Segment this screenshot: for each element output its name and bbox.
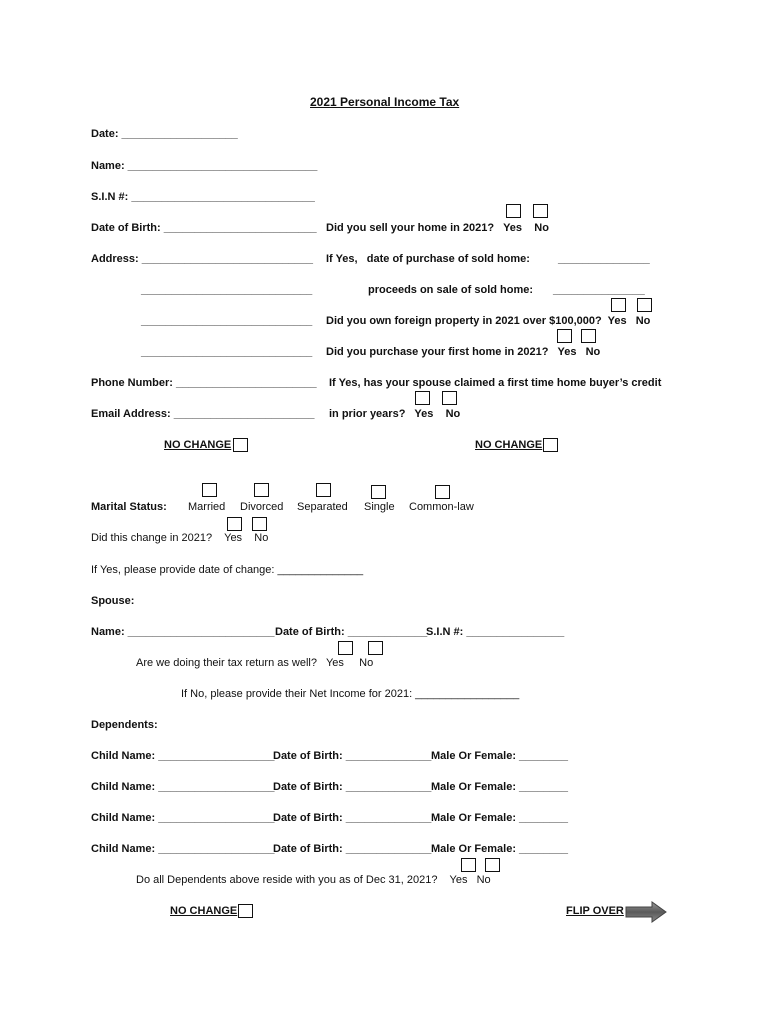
sin-field[interactable]: S.I.N #: ______________________________	[91, 191, 315, 203]
reside-yes-checkbox[interactable]	[461, 858, 476, 872]
address-field[interactable]: Address: ____________________________	[91, 253, 314, 265]
common-law-label: Common-law	[409, 501, 474, 513]
marital-change-yes-checkbox[interactable]	[227, 517, 242, 531]
reside-question: Do all Dependents above reside with you as of Dec 31, 2021? Yes No	[136, 874, 491, 886]
first-home-no-checkbox[interactable]	[581, 329, 596, 343]
child-dob-field-4[interactable]: Date of Birth: ______________	[273, 843, 432, 855]
spouse-net-income-field[interactable]: If No, please provide their Net Income for 2021: _________________	[181, 688, 520, 700]
email-field[interactable]: Email Address: _______________________	[91, 408, 315, 420]
married-label: Married	[188, 501, 226, 513]
prior-years-yes-checkbox[interactable]	[415, 391, 430, 405]
no-change-label-personal: NO CHANGE	[164, 439, 232, 451]
name-field[interactable]: Name: _______________________________	[91, 160, 318, 172]
spouse-sin-field[interactable]: S.I.N #: ________________	[426, 626, 565, 638]
reside-no-checkbox[interactable]	[485, 858, 500, 872]
separated-checkbox[interactable]	[316, 483, 331, 497]
address-line-4[interactable]: ____________________________	[141, 346, 313, 358]
child-dob-field-2[interactable]: Date of Birth: ______________	[273, 781, 432, 793]
marital-change-date-field[interactable]: If Yes, please provide date of change: ______________	[91, 564, 364, 576]
child-dob-field-1[interactable]: Date of Birth: ______________	[273, 750, 432, 762]
spouse-return-no-checkbox[interactable]	[368, 641, 383, 655]
no-change-label-footer: NO CHANGE	[170, 905, 238, 917]
spouse-name-field[interactable]: Name: ________________________	[91, 626, 275, 638]
dob-field[interactable]: Date of Birth: _________________________	[91, 222, 317, 234]
sell-home-no-checkbox[interactable]	[533, 204, 548, 218]
child-name-field-3[interactable]: Child Name: ___________________	[91, 812, 275, 824]
address-line-2[interactable]: ____________________________	[141, 284, 313, 296]
divorced-checkbox[interactable]	[254, 483, 269, 497]
foreign-no-checkbox[interactable]	[637, 298, 652, 312]
separated-label: Separated	[297, 501, 348, 513]
spouse-dob-field[interactable]: Date of Birth: _____________	[275, 626, 428, 638]
no-change-checkbox-questions[interactable]	[543, 438, 558, 452]
no-change-checkbox-personal[interactable]	[233, 438, 248, 452]
no-change-label-questions: NO CHANGE	[475, 439, 543, 451]
child-sex-field-1[interactable]: Male Or Female: ________	[431, 750, 568, 762]
no-change-checkbox-footer[interactable]	[238, 904, 253, 918]
child-sex-field-3[interactable]: Male Or Female: ________	[431, 812, 568, 824]
right-arrow-icon	[624, 900, 668, 924]
dependents-heading: Dependents:	[91, 719, 158, 731]
single-checkbox[interactable]	[371, 485, 386, 499]
child-sex-field-4[interactable]: Male Or Female: ________	[431, 843, 568, 855]
date-field[interactable]: Date: ___________________	[91, 128, 238, 140]
spouse-return-yes-checkbox[interactable]	[338, 641, 353, 655]
spouse-credit-question: If Yes, has your spouse claimed a first time home buyer’s credit	[329, 377, 662, 389]
common-law-checkbox[interactable]	[435, 485, 450, 499]
spouse-heading: Spouse:	[91, 595, 135, 607]
child-name-field-2[interactable]: Child Name: ___________________	[91, 781, 275, 793]
marital-change-question: Did this change in 2021? Yes No	[91, 532, 269, 544]
sell-home-yes-checkbox[interactable]	[506, 204, 521, 218]
first-home-question: Did you purchase your first home in 2021? Yes No	[326, 346, 601, 358]
divorced-label: Divorced	[240, 501, 284, 513]
marital-change-no-checkbox[interactable]	[252, 517, 267, 531]
purchase-date-question: If Yes, date of purchase of sold home:	[326, 253, 530, 265]
foreign-yes-checkbox[interactable]	[611, 298, 626, 312]
page-title: 2021 Personal Income Tax	[310, 95, 460, 109]
marital-status-label: Marital Status:	[91, 501, 167, 513]
sell-home-question: Did you sell your home in 2021? Yes No	[326, 222, 549, 234]
married-checkbox[interactable]	[202, 483, 217, 497]
proceeds-question: proceeds on sale of sold home:	[368, 284, 534, 296]
spouse-return-question: Are we doing their tax return as well? Yes No	[136, 657, 374, 669]
single-label: Single	[364, 501, 395, 513]
flip-over-label: FLIP OVER	[566, 905, 624, 917]
child-name-field-1[interactable]: Child Name: ___________________	[91, 750, 275, 762]
proceeds-field[interactable]: _______________	[553, 284, 645, 296]
foreign-property-question: Did you own foreign property in 2021 over $100,000? Yes No	[326, 315, 651, 327]
prior-years-no-checkbox[interactable]	[442, 391, 457, 405]
first-home-yes-checkbox[interactable]	[557, 329, 572, 343]
child-name-field-4[interactable]: Child Name: ___________________	[91, 843, 275, 855]
phone-field[interactable]: Phone Number: _______________________	[91, 377, 317, 389]
purchase-date-field[interactable]: _______________	[558, 253, 650, 265]
prior-years-question: in prior years? Yes No	[329, 408, 461, 420]
child-dob-field-3[interactable]: Date of Birth: ______________	[273, 812, 432, 824]
address-line-3[interactable]: ____________________________	[141, 315, 313, 327]
child-sex-field-2[interactable]: Male Or Female: ________	[431, 781, 568, 793]
